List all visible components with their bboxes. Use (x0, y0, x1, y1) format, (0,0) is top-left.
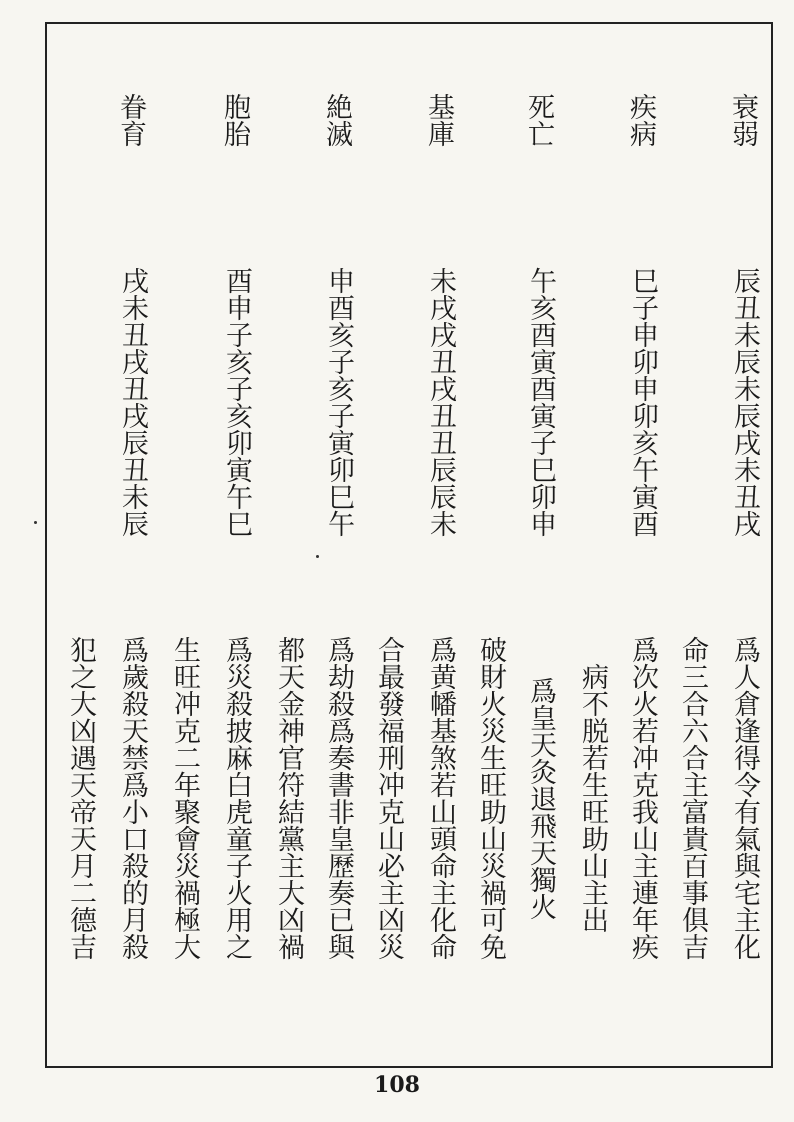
continuation-column-5: 都天金神官符結黨主大凶禍 (273, 636, 304, 960)
stage-branches-3: 午亥酉寅酉寅子巳卯申 (525, 267, 556, 537)
stage-name-7: 眷育 (115, 93, 146, 147)
page-border (45, 22, 773, 1068)
stage-name-2: 疾病 (625, 93, 656, 147)
stage-text-5: 爲劫殺爲奏書非皇歷奏已與 (323, 636, 354, 960)
continuation-column-3: 破財火災生旺助山災禍可免 (475, 636, 506, 960)
continuation-column-2: 病不脱若生旺助山主出 (577, 663, 608, 933)
stage-branches-1: 辰丑未辰未辰戌未丑戌 (729, 267, 760, 537)
stage-branches-5: 申酉亥子亥子寅卯巳午 (323, 267, 354, 537)
print-speck (34, 521, 37, 524)
stage-text-4: 爲黄幡基煞若山頭命主化命 (425, 636, 456, 960)
stage-branches-4: 未戌戌丑戌丑丑辰辰未 (425, 267, 456, 537)
stage-name-5: 絶滅 (321, 93, 352, 147)
stage-text-2: 爲次火若冲克我山主連年疾 (627, 636, 658, 960)
stage-branches-2: 巳子申卯申卯亥午寅酉 (627, 267, 658, 537)
stage-branches-6: 酉申子亥子亥卯寅午巳 (221, 267, 252, 537)
stage-name-3: 死亡 (523, 93, 554, 147)
continuation-column-7: 犯之大凶遇天帝天月二德吉 (65, 636, 96, 960)
stage-text-7: 爲歲殺天禁爲小口殺的月殺 (117, 636, 148, 960)
stage-name-1: 衰弱 (727, 93, 758, 147)
stage-name-4: 基庫 (423, 93, 454, 147)
continuation-column-6: 生旺冲克二年聚會災禍極大 (169, 636, 200, 960)
stage-text-6: 爲災殺披麻白虎童子火用之 (221, 636, 252, 960)
print-speck (316, 555, 319, 558)
continuation-column-1: 命三合六合主富貴百事俱吉 (677, 636, 708, 960)
page-number: 108 (374, 1072, 420, 1098)
stage-text-1: 爲人倉逢得令有氣與宅主化 (729, 636, 760, 960)
stage-name-6: 胞胎 (219, 93, 250, 147)
stage-branches-7: 戌未丑戌丑戌辰丑未辰 (117, 267, 148, 537)
continuation-column-4: 合最發福刑冲克山必主凶災 (373, 636, 404, 960)
stage-text-3: 爲皇天灸退飛天獨火 (525, 676, 556, 920)
